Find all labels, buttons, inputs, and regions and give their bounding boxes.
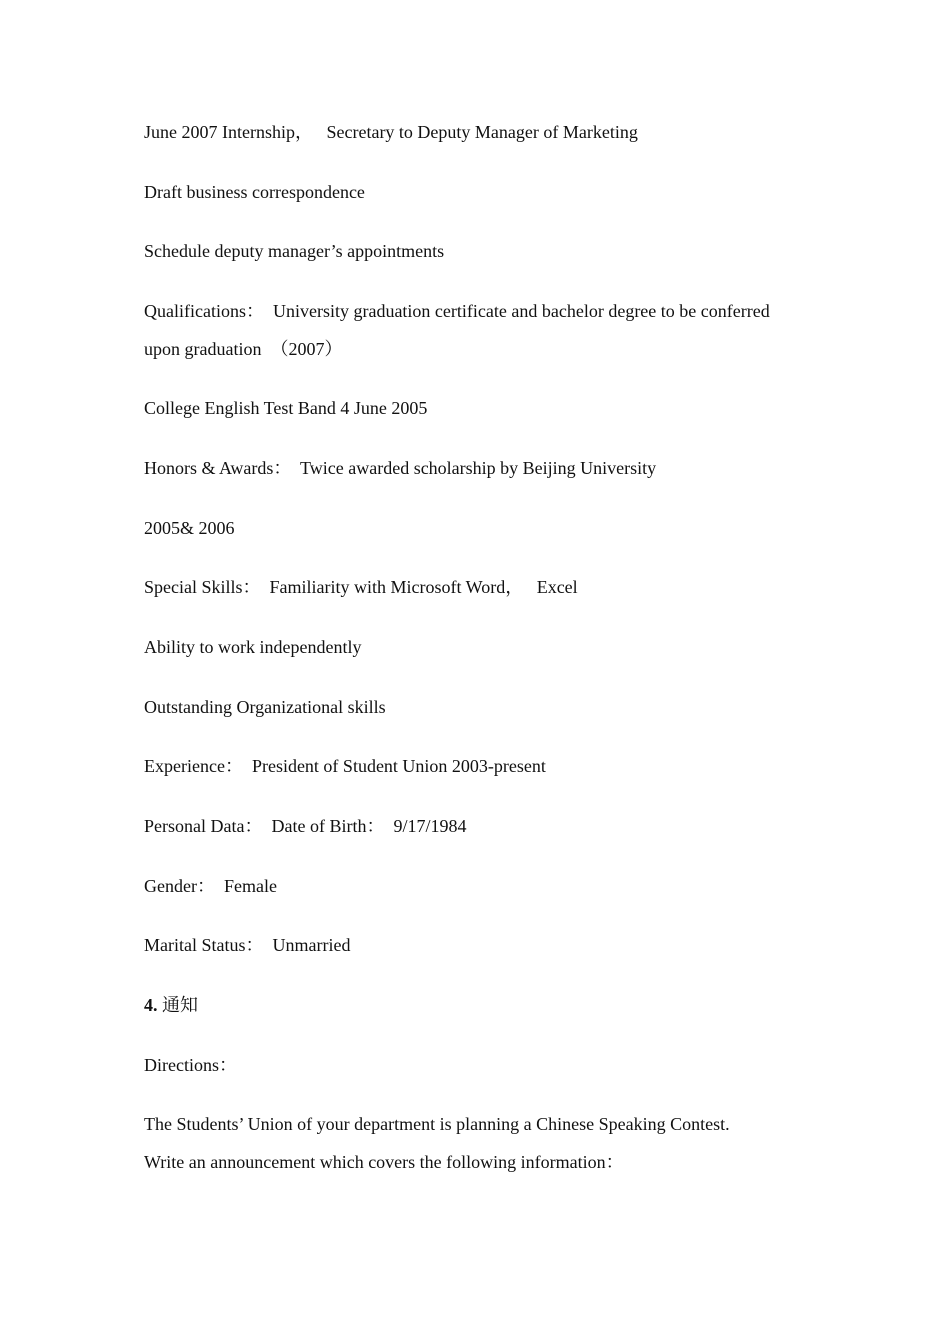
qualifications-continuation: upon graduation （2007）: [144, 339, 343, 359]
honors-years: 2005& 2006: [144, 518, 235, 538]
duty-appointments: Schedule deputy manager’s appointments: [144, 241, 445, 261]
internship-line: June 2007 Internship， Secretary to Deputy Manager of Marketing: [144, 122, 638, 142]
section-heading: [144, 994, 198, 1016]
special-skills-line: Special Skills： Familiarity with Microsoft Word， Excel: [144, 577, 578, 597]
gender-line: Gender： Female: [144, 876, 277, 896]
personal-data-line: Personal Data： Date of Birth： 9/17/1984: [144, 816, 467, 836]
section-title: 通知: [162, 995, 198, 1015]
skill-organizational: Outstanding Organizational skills: [144, 697, 386, 717]
duty-correspondence: Draft business correspondence: [144, 182, 365, 202]
directions-label: Directions：: [144, 1055, 237, 1075]
honors-line: Honors & Awards： Twice awarded scholarship by Beijing University: [144, 458, 657, 478]
directions-text-1: The Students’ Union of your department is planning a Chinese Speaking Contest.: [144, 1114, 730, 1134]
skill-independence: Ability to work independently: [144, 637, 362, 657]
section-number: 4.: [144, 995, 158, 1015]
qualifications-line: Qualifications： University graduation certificate and bachelor degree to be conferred: [144, 301, 770, 321]
marital-status-line: Marital Status： Unmarried: [144, 935, 351, 955]
directions-text-2: Write an announcement which covers the following information：: [144, 1152, 624, 1172]
cet-line: College English Test Band 4 June 2005: [144, 398, 428, 418]
experience-line: Experience： President of Student Union 2003-present: [144, 756, 546, 776]
